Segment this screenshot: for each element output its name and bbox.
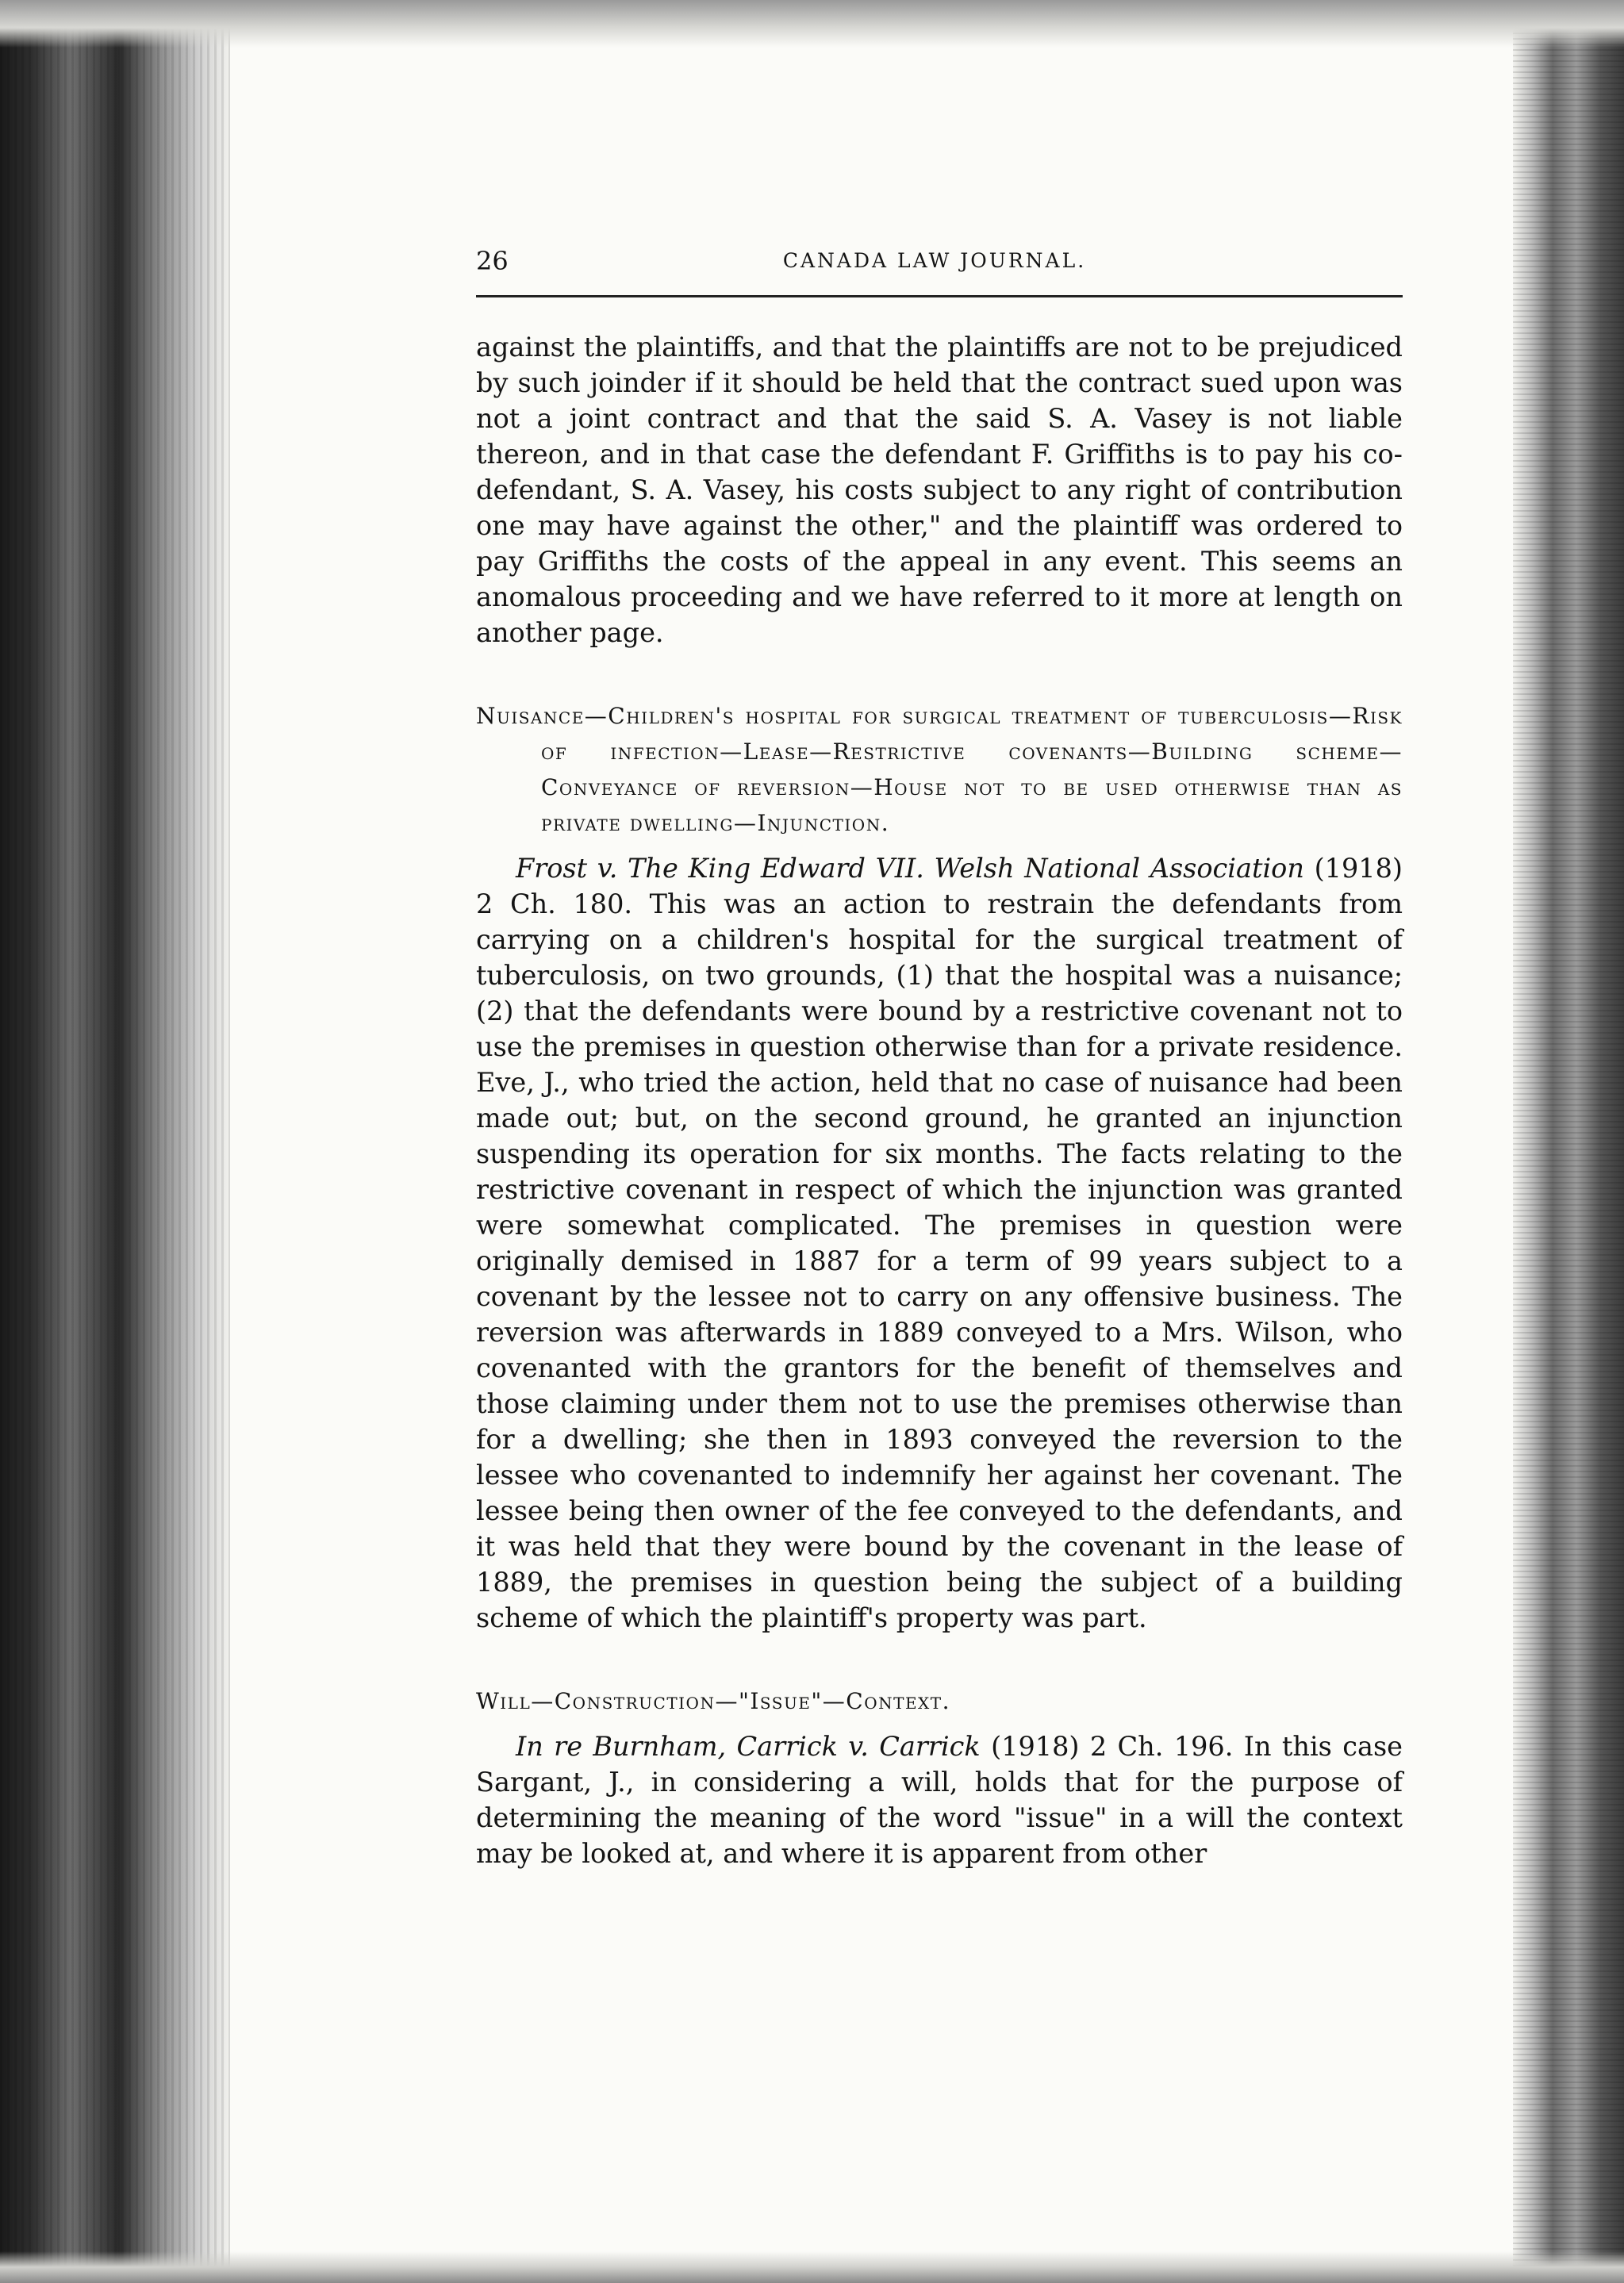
left-scan-edge bbox=[0, 0, 230, 2283]
spacer bbox=[459, 1719, 1411, 1729]
running-head bbox=[459, 246, 1411, 284]
frost-case-text: (1918) 2 Ch. 180. This was an action to restrain the defendants from carrying on a children's hospital for the surgical treatment of tuberculosis, on two grounds, (1) that the hospital was a nuisance; (2) that the defendants were bound by a restrictive covenant not to use the premises in question otherwise than for a private residence. Eve, J., who tried the action, held that no case of nuisance had been made out; but, on the second ground, he granted an injunction suspending its operation for six months. The facts relating to the restrictive covenant in respect of which the injunction was granted were somewhat complicated. The premises in question were originally demised in 1887 for a term of 99 years subject to a covenant by the lessee not to carry on any offensive business. The reversion was afterwards in 1889 conveyed to a Mrs. Wilson, who covenanted with the grantors for the benefit of themselves and those claiming under them not to use the premises otherwise than for a dwelling; she then in 1893 conveyed the reversion to the lessee who covenanted to indemnify her against her covenant. The lessee being then owner of the fee conveyed to the defendants, and it was held that they were bound by the covenant in the lease of 1889, the premises in question being the subject of a building scheme of which the plaintiff's property was part. bbox=[476, 853, 1403, 1633]
case-citation-burnham: In re Burnham, Carrick v. Carrick bbox=[516, 1731, 981, 1762]
heading-nuisance-text: Nuisance—Children's hospital for surgical treatment of tuberculosis—Risk of infection—Lease—Restrictive covenants—Building scheme—Conveyance of reversion—House not to be used otherwise than as private dwelling—Injunction. bbox=[476, 703, 1403, 836]
spacer bbox=[459, 841, 1411, 850]
page-number: 26 bbox=[476, 246, 509, 276]
top-scan-edge bbox=[0, 0, 1624, 48]
journal-page bbox=[459, 246, 1411, 1871]
heading-will-text: Will—Construction—"Issue"—Context. bbox=[476, 1688, 951, 1714]
paragraph-continued: against the plaintiffs, and that the plaintiffs are not to be prejudiced by such joinder if it should be held that the contract sued upon was not a joint contract and that the said S. A. Vasey is not liable thereon, and in that case the defendant F. Griffiths is to pay his co-defendant, S. A. Vasey, his costs subject to any right of contribution one may have against the other," and the plaintiff was ordered to pay Griffiths the costs of the appeal in any event. This seems an anomalous proceeding and we have referred to it more at length on another page. bbox=[476, 332, 1403, 648]
paragraph-frost-case bbox=[476, 850, 1403, 1636]
burnham-case-text: (1918) 2 Ch. 196. In this case Sargant, J., in considering a will, holds that for the purpose of determining the meaning of the word "issue" in a will the context may be looked at, and where it is apparent from other bbox=[476, 1731, 1403, 1869]
paragraph-burnham-case bbox=[476, 1729, 1403, 1871]
case-citation-frost: Frost v. The King Edward VII. Welsh National Association bbox=[516, 853, 1304, 884]
journal-title: CANADA LAW JOURNAL. bbox=[782, 249, 1087, 272]
section-heading-nuisance bbox=[476, 698, 1403, 841]
right-scan-edge bbox=[1513, 0, 1624, 2283]
bottom-scan-edge bbox=[0, 2251, 1624, 2283]
header-rule bbox=[476, 295, 1403, 297]
section-heading-will bbox=[476, 1683, 1411, 1719]
